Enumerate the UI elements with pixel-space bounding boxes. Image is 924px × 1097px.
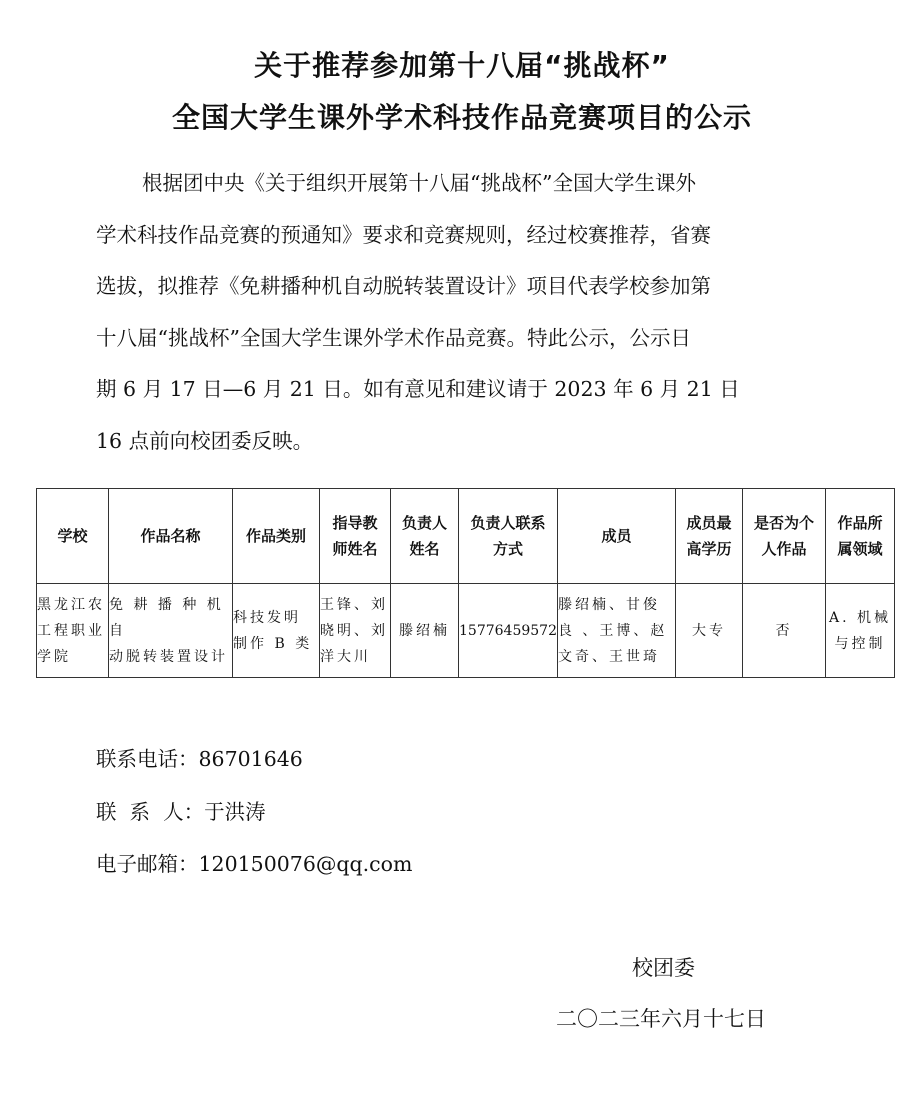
body-line: 十八届“挑战杯”全国大学生课外学术作品竞赛。特此公示，公示日 <box>96 325 691 350</box>
cell-category: 科技发明 制作 B 类 <box>233 584 320 678</box>
table-row <box>37 584 895 678</box>
contact-email: 电子邮箱：120150076@qq.com <box>96 852 413 876</box>
contact-phone: 联系电话：86701646 <box>96 747 303 771</box>
cell-contact: 15776459572 <box>459 584 558 678</box>
project-table <box>36 488 895 678</box>
cell-individual: 否 <box>742 584 825 678</box>
cell-leader: 滕绍楠 <box>391 584 459 678</box>
header-field: 作品所 属领域 <box>825 489 894 584</box>
body-paragraph <box>96 158 796 467</box>
signature-org: 校团委 <box>632 956 695 980</box>
cell-field: A. 机械 与控制 <box>825 584 894 678</box>
header-leader: 负责人 姓名 <box>391 489 459 584</box>
body-line: 学术科技作品竞赛的预通知》要求和竞赛规则，经过校赛推荐，省赛 <box>96 222 711 247</box>
body-line: 选拔，拟推荐《免耕播种机自动脱转装置设计》项目代表学校参加第 <box>96 274 711 298</box>
header-project-name: 作品名称 <box>109 489 233 584</box>
cell-education: 大专 <box>675 584 742 678</box>
body-line: 16 点前向校团委反映。 <box>96 428 314 453</box>
cell-project-name: 免 耕 播 种 机 自 动脱转装置设计 <box>109 584 233 678</box>
body-line: 期 6 月 17 日—6 月 21 日。如有意见和建议请于 2023 年 6 月 21 日 <box>96 377 740 401</box>
signature-date: 二〇二三年六月十七日 <box>556 1007 766 1031</box>
title-line-2: 全国大学生课外学术科技作品竞赛项目的公示 <box>171 101 752 134</box>
header-advisors: 指导教 师姓名 <box>320 489 391 584</box>
body-line: 根据团中央《关于组织开展第十八届“挑战杯”全国大学生课外 <box>142 171 696 195</box>
cell-advisors: 王锋、刘 晓明、刘 洋大川 <box>320 584 391 678</box>
cell-members: 滕绍楠、甘俊 良 、王博、赵 文奇、王世琦 <box>557 584 675 678</box>
header-individual: 是否为个 人作品 <box>742 489 825 584</box>
header-category: 作品类别 <box>233 489 320 584</box>
header-school: 学校 <box>37 489 109 584</box>
contact-person: 联 系 人：于洪涛 <box>96 800 266 824</box>
header-education: 成员最 高学历 <box>675 489 742 584</box>
cell-school: 黑龙江农 工程职业 学院 <box>37 584 109 678</box>
header-members: 成员 <box>557 489 675 584</box>
table-header-row <box>37 489 895 584</box>
header-contact: 负责人联系 方式 <box>459 489 558 584</box>
title-line-1: 关于推荐参加第十八届“挑战杯” <box>254 49 670 82</box>
